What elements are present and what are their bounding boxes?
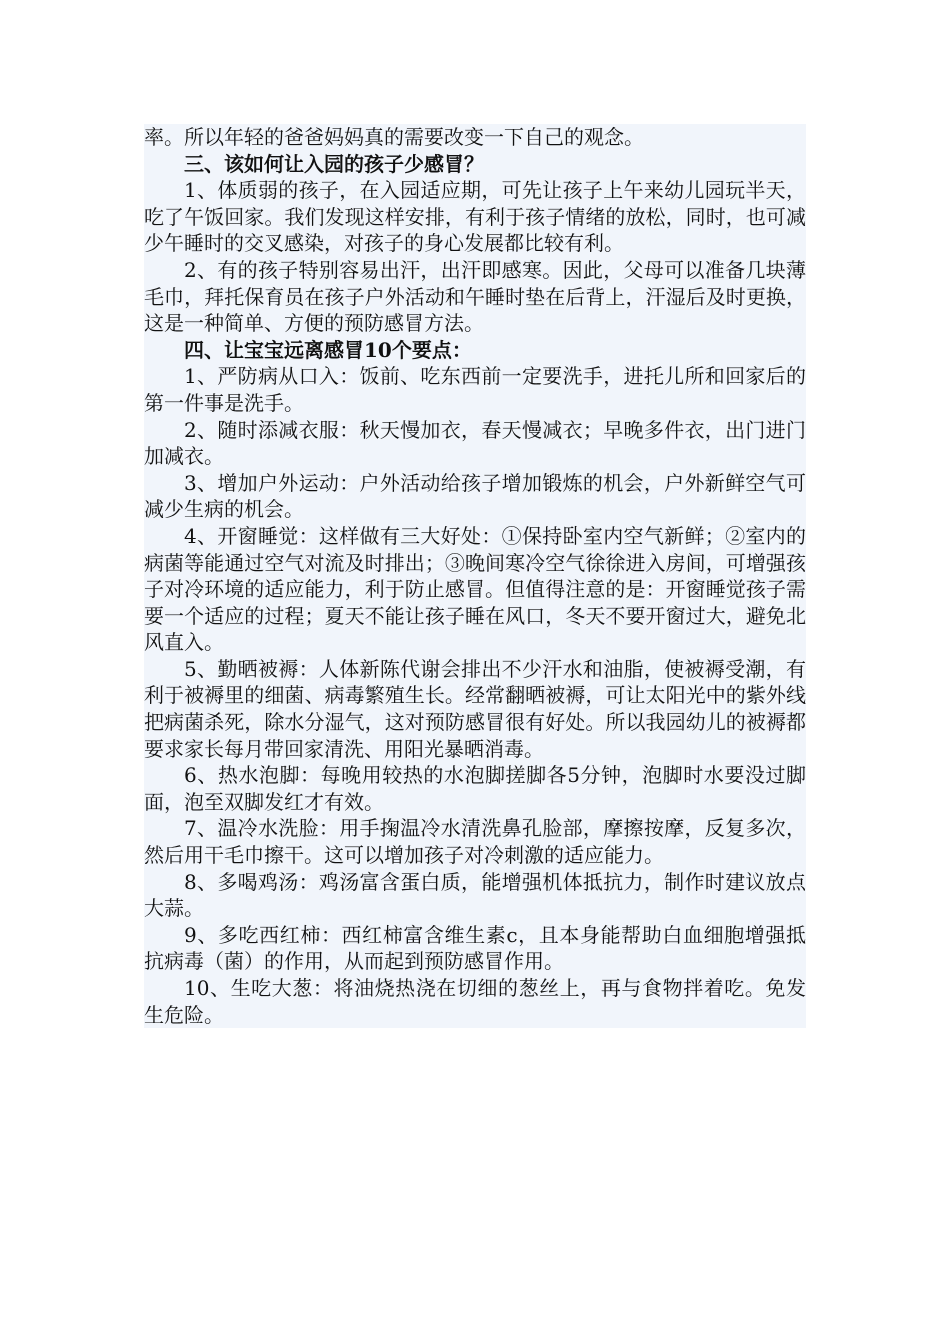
tip-paragraph: 2、随时添减衣服：秋天慢加衣，春天慢减衣；早晚多件衣，出门进门加减衣。 (144, 417, 806, 469)
tip-paragraph: 7、温冷水洗脸：用手掬温冷水清洗鼻孔脸部，摩擦按摩，反复多次，然后用干毛巾擦干。这可以增加孩子对冷刺激的适应能力。 (144, 816, 806, 868)
tip-paragraph: 6、热水泡脚：每晚用较热的水泡脚搓脚各5分钟，泡脚时水要没过脚面，泡至双脚发红才有效。 (144, 763, 806, 814)
article-body (144, 124, 806, 1028)
tip-paragraph: 5、勤晒被褥：人体新陈代谢会排出不少汗水和油脂，使被褥受潮，有利于被褥里的细菌、病毒繁殖生长。经常翻晒被褥，可让太阳光中的紫外线把病菌杀死，除水分湿气，这对预防感冒很有好处。所以我园幼儿的被褥都要求家长每月带回家清洗、用阳光暴晒消毒。 (144, 656, 806, 761)
tip-paragraph: 9、多吃西红柿：西红柿富含维生素c，且本身能帮助白血细胞增强抵抗病毒（菌）的作用，从而起到预防感冒作用。 (144, 922, 806, 974)
tip-paragraph: 3、增加户外运动：户外活动给孩子增加锻炼的机会，户外新鲜空气可减少生病的机会。 (144, 470, 806, 522)
section-4-heading: 四、让宝宝远离感冒10个要点： (184, 337, 472, 362)
section-3-heading: 三、该如何让入园的孩子少感冒？ (184, 151, 484, 176)
tip-paragraph: 10、生吃大葱：将油烧热浇在切细的葱丝上，再与食物拌着吃。免发生危险。 (144, 976, 806, 1027)
tip-paragraph: 4、开窗睡觉：这样做有三大好处：①保持卧室内空气新鲜；②室内的病菌等能通过空气对流及时排出；③晚间寒冷空气徐徐进入房间，可增强孩子对冷环境的适应能力，利于防止感冒。但值得注意的是：开窗睡觉孩子需要一个适应的过程；夏天不能让孩子睡在风口，冬天不要开窗过大，避免北风直入。 (144, 523, 806, 655)
section-3-paragraph: 2、有的孩子特别容易出汗，出汗即感寒。因此，父母可以准备几块薄毛巾，拜托保育员在孩子户外活动和午睡时垫在后背上，汗湿后及时更换，这是一种简单、方便的预防感冒方法。 (144, 257, 806, 336)
section-3-paragraph: 1、体质弱的孩子，在入园适应期，可先让孩子上午来幼儿园玩半天，吃了午饭回家。我们发现这样安排，有利于孩子情绪的放松，同时，也可减少午睡时的交叉感染，对孩子的身心发展都比较有利。 (144, 178, 806, 256)
tip-paragraph: 8、多喝鸡汤：鸡汤富含蛋白质，能增强机体抵抗力，制作时建议放点大蒜。 (144, 869, 806, 921)
tip-paragraph: 1、严防病从口入：饭前、吃东西前一定要洗手，进托儿所和回家后的第一件事是洗手。 (144, 364, 806, 415)
intro-tail-paragraph: 率。所以年轻的爸爸妈妈真的需要改变一下自己的观念。 (144, 125, 644, 149)
